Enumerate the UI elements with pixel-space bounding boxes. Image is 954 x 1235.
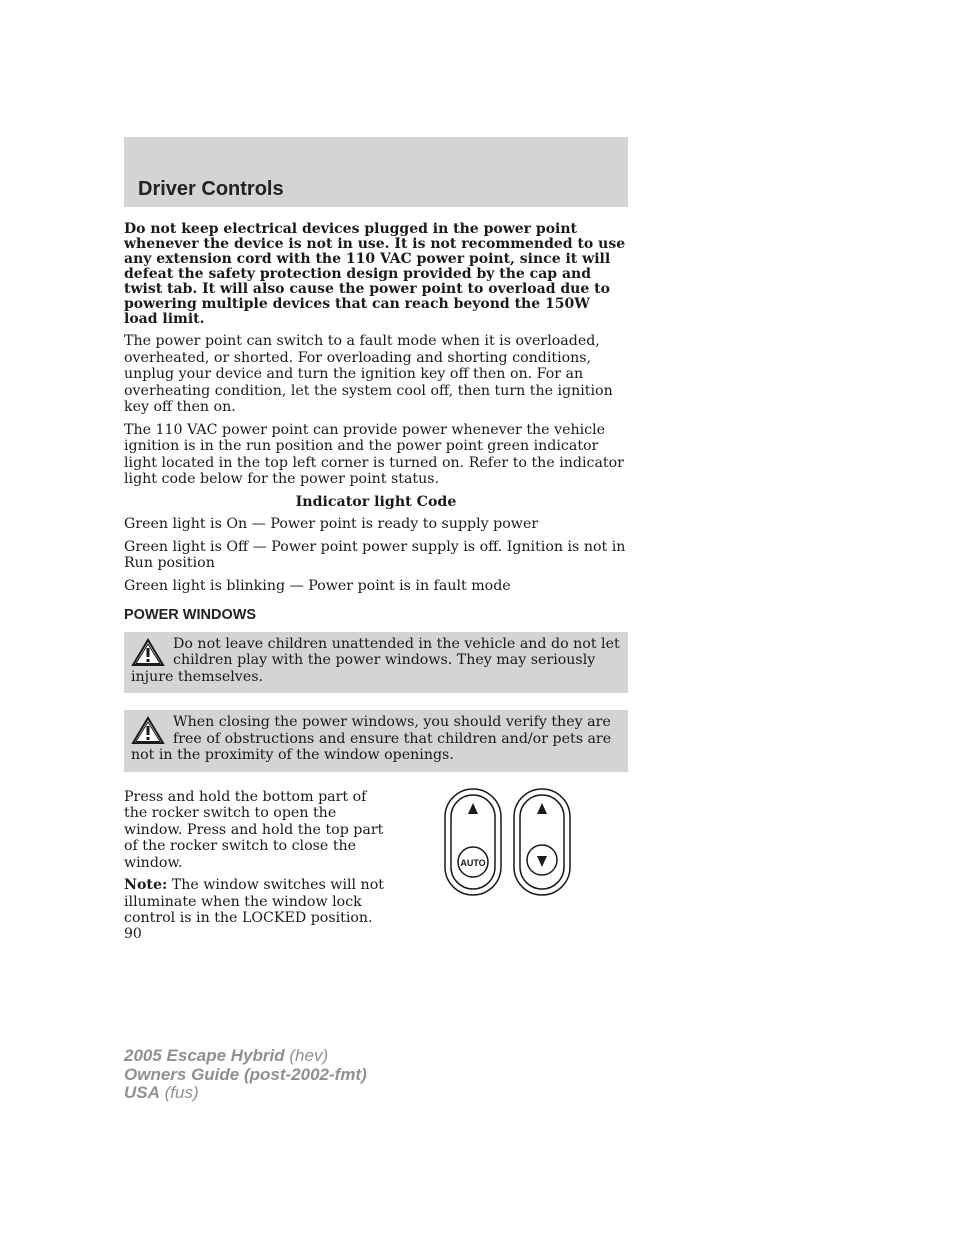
auto-label: AUTO bbox=[460, 857, 486, 868]
page-number: 90 bbox=[124, 926, 142, 942]
warning-triangle-icon bbox=[131, 716, 165, 746]
footer-model: 2005 Escape Hybrid bbox=[124, 1046, 285, 1065]
power-windows-heading: POWER WINDOWS bbox=[124, 607, 257, 623]
warning-box-obstructions bbox=[124, 710, 628, 772]
indicator-item-off: Green light is Off — Power point power supply is off. Ignition is not in Run position bbox=[124, 538, 626, 571]
page-title: Driver Controls bbox=[138, 178, 284, 200]
note-label: Note: bbox=[124, 877, 168, 893]
warning-box-children bbox=[124, 632, 628, 694]
indicator-item-on: Green light is On — Power point is ready to supply power bbox=[124, 516, 539, 532]
header-band bbox=[124, 137, 628, 207]
footer-guide: Owners Guide (post-2002-fmt) bbox=[124, 1064, 367, 1084]
instructions-column bbox=[124, 789, 384, 933]
indicator-item-blinking: Green light is blinking — Power point is in fault mode bbox=[124, 577, 511, 594]
switch-instructions: Press and hold the bottom part of the rocker switch to open the window. Press and hold the top part of the rocker switch to close the window. bbox=[124, 788, 384, 871]
power-point-paragraph: The 110 VAC power point can provide power whenever the vehicle ignition is in the run position and the power point green indicator light located in the top left corner is turned on. Refer to the indicator light code below for the power point status. bbox=[124, 421, 624, 487]
footer-model-code: (hev) bbox=[284, 1046, 329, 1065]
main-content bbox=[124, 222, 628, 939]
fault-mode-paragraph: The power point can switch to a fault mode when it is overloaded, overheated, or shorted. For overloading and shorting conditions, unplug your device and turn the ignition key off then on. For an overheating condition, let the system cool off, then turn the ignition key off then on. bbox=[124, 333, 613, 415]
window-switch-section bbox=[124, 789, 628, 939]
footer-market: USA bbox=[124, 1083, 160, 1102]
footer-market-code: (fus) bbox=[159, 1083, 199, 1102]
document-footer bbox=[124, 1047, 367, 1103]
warning-triangle-icon bbox=[131, 638, 165, 668]
warning-bold-paragraph: Do not keep electrical devices plugged in the power point whenever the device is not in use. It is not recommended to use any extension cord with the 110 VAC power point, since it will defeat the safety protection design provided by the cap and twist tab. It will also cause the power point to overload due to powering multiple devices that can reach beyond the 150W load limit. bbox=[124, 221, 626, 327]
switch-note bbox=[124, 877, 384, 927]
driver-window-switch bbox=[445, 789, 501, 895]
footer-line-2 bbox=[124, 1066, 367, 1085]
footer-line-1 bbox=[124, 1047, 367, 1066]
passenger-window-switch bbox=[514, 789, 570, 895]
window-switch-illustration bbox=[442, 787, 577, 899]
indicator-heading: Indicator light Code bbox=[295, 493, 457, 510]
note-text: The window switches will not illuminate when the window lock control is in the LOCKED position. bbox=[124, 877, 384, 926]
warning-text-obstructions: When closing the power windows, you should verify they are free of obstructions and ensure that children and/or pets are not in the proximity of the window openings. bbox=[131, 714, 612, 763]
footer-line-3 bbox=[124, 1084, 367, 1103]
warning-text-children: Do not leave children unattended in the vehicle and do not let children play with the power windows. They may seriously injure themselves. bbox=[131, 635, 620, 685]
